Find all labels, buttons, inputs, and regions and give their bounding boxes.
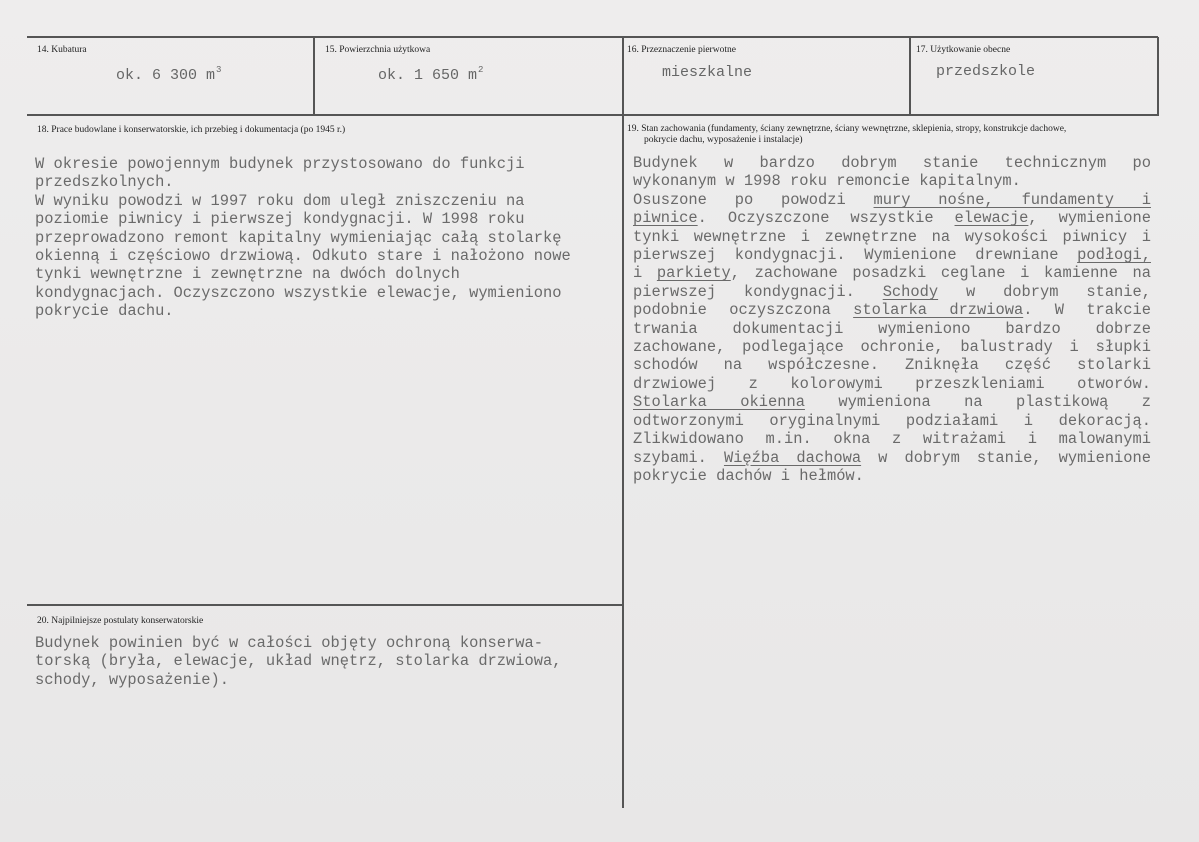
stan-label-line1: 19. Stan zachowania (fundamenty, ściany zewnętrzne, ściany wewnętrzne, sklepienia, stropy, konstrukcje dachowe, [627,124,1067,134]
stan-line: tynki wewnętrzne i zewnętrzne na wysokości piwnicy i [633,227,1151,246]
powierzchnia-number: ok. 1 650 m [378,67,478,84]
stan-line: pierwszej kondygnacji. Schody w dobrym stanie, [633,282,1151,301]
stan-line: zachowane, podlegające ochronie, balustrady i słupki [633,338,1151,357]
stan-line: odtworzonymi oryginalnymi podziałami i dekoracją. [633,411,1151,430]
stan-line: drzwiowej z kolorowymi przeszkleniami otworów. [633,374,1151,393]
postulaty-line: Budynek powinien być w całości objęty ochroną konserwa- [35,634,543,652]
stan-line: szybami. Więźba dachowa w dobrym stanie, wymienione [633,448,1152,467]
prace-line: tynki wewnętrzne i zewnętrzne na dwóch dolnych [35,265,460,284]
kubatura-unit-exponent: 3 [216,65,222,75]
postulaty-line: schody, wyposażenie). [35,670,229,689]
vertical-rule-3 [909,37,911,116]
uzytkowanie-value: przedszkole [936,63,1036,80]
stan-label-line2: pokrycie dachu, wyposażenie i instalacje) [644,135,803,145]
prace-line: W wyniku powodzi w 1997 roku dom uległ zniszczeniu na [35,191,525,210]
powierzchnia-unit-exponent: 2 [478,65,484,75]
kubatura-label: 14. Kubatura [37,45,87,55]
prace-line: przedszkolnych. [35,173,174,192]
stan-line: Zlikwidowano m.in. okna z witrażami i malowanymi [633,430,1151,449]
stan-line: piwnice. Oczyszczone wszystkie elewacje, wymienione [633,209,1151,228]
col-left-divider-rule [27,604,624,606]
stan-line: Osuszone po powodzi mury nośne, fundamenty i [633,190,1151,209]
prace-line: kondygnacjach. Oczyszczono wszystkie elewacje, wymieniono [35,283,562,302]
underlined-term: elewacje [954,209,1029,228]
postulaty-line: torską (bryła, elewacje, układ wnętrz, stolarka drzwiowa, [35,652,562,671]
kubatura-value [116,65,221,84]
przeznaczenie-label: 16. Przeznaczenie pierwotne [627,45,736,55]
underlined-term: stolarka drzwiowa [853,301,1024,320]
powierzchnia-label: 15. Powierzchnia użytkowa [325,45,431,55]
prace-label: 18. Prace budowlane i konserwatorskie, ich przebieg i dokumentacja (po 1945 r.) [37,125,346,135]
underlined-term: mury nośne, fundamenty i [873,190,1151,209]
prace-line: poziomie piwnicy i pierwszej kondygnacji. W 1998 roku [35,210,525,229]
postulaty-label: 20. Najpilniejsze postulaty konserwatorskie [37,616,204,626]
stan-line: i parkiety, zachowane posadzki ceglane i kamienne na [633,264,1151,283]
underlined-term: Więźba dachowa [723,448,862,467]
stan-line: wykonanym w 1998 roku remoncie kapitalnym. [633,172,1021,191]
przeznaczenie-value: mieszkalne [662,64,753,81]
postulaty-text [35,634,620,689]
top-rule [27,36,1158,38]
prace-text [35,155,620,321]
vertical-rule-1 [313,37,315,116]
kubatura-number: ok. 6 300 m [116,67,216,84]
underlined-term: podłogi, [1077,246,1151,265]
underlined-term: piwnice [633,209,698,228]
underlined-term: Schody [882,282,939,301]
underlined-term: Stolarka okienna [633,393,805,412]
powierzchnia-value [378,65,483,84]
right-border-rule [1157,37,1159,116]
vertical-rule-2 [622,37,624,808]
stan-text [633,154,1151,485]
stan-line: podobnie oczyszczona stolarka drzwiowa. W trakcie [633,301,1151,320]
stan-line: pierwszej kondygnacji. Wymienione drewniane podłogi, [633,246,1151,265]
prace-line: okienną i częściowo drzwiową. Odkuto stare i nałożono nowe [35,247,571,266]
stan-line: schodów na współczesne. Zniknęła część stolarki [633,356,1151,375]
prace-line: pokrycie dachu. [35,302,174,321]
underlined-term: parkiety [656,264,731,283]
stan-line: trwania dokumentacji wymieniono bardzo dobrze [633,319,1151,338]
prace-line: W okresie powojennym budynek przystosowano do funkcji [35,155,525,173]
stan-line: Budynek w bardzo dobrym stanie technicznym po [633,154,1151,172]
prace-line: przeprowadzono remont kapitalny wymieniając całą stolarkę [35,228,562,247]
row1-bottom-rule [27,114,1158,116]
stan-line: Stolarka okienna wymieniona na plastikową z [633,393,1151,412]
uzytkowanie-label: 17. Użytkowanie obecne [916,45,1011,55]
stan-line: pokrycie dachów i hełmów. [633,466,864,485]
